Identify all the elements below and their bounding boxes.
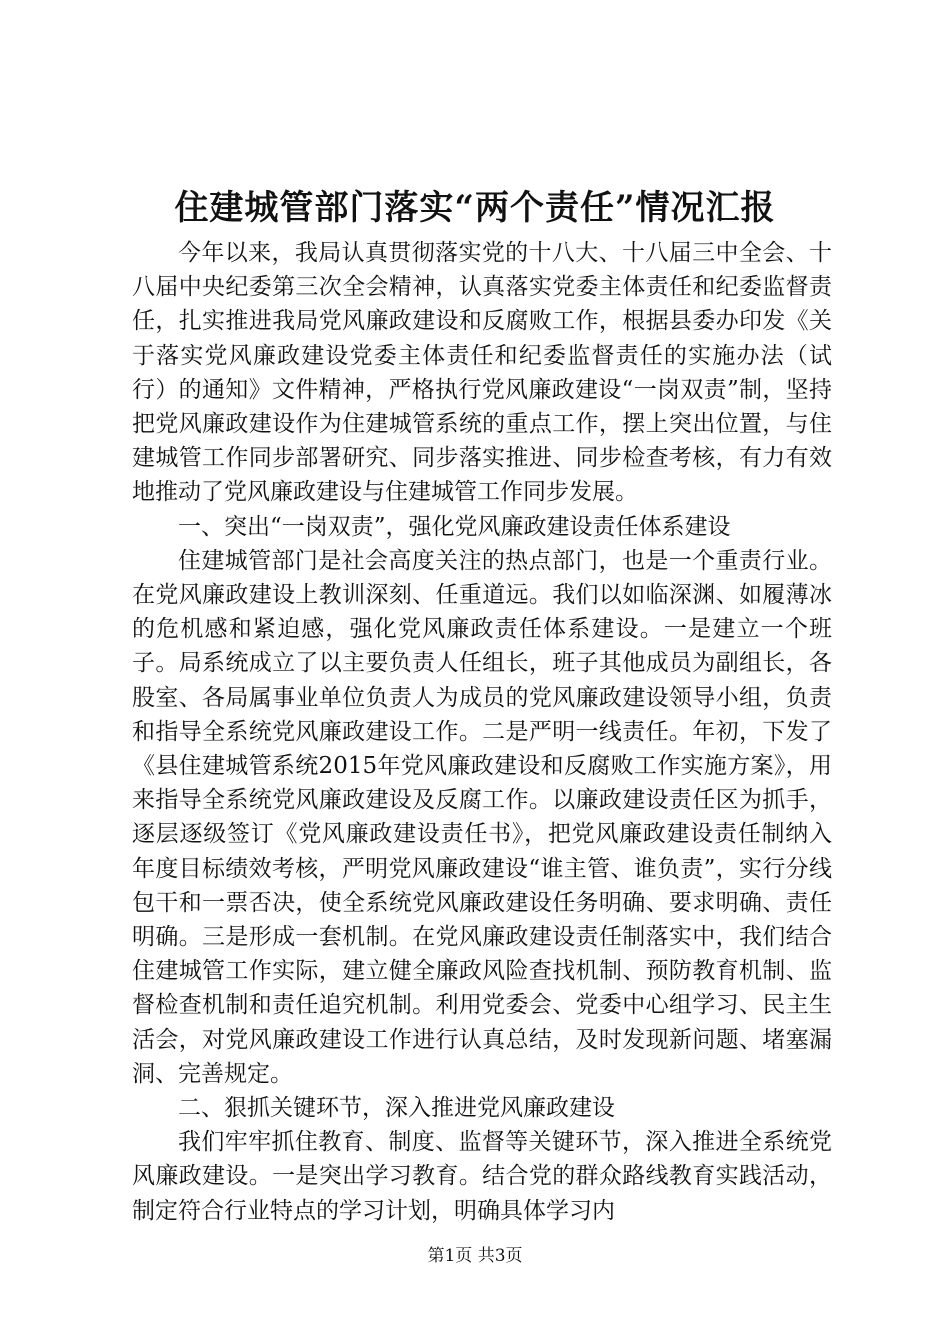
- section-1-paragraph: 住建城管部门是社会高度关注的热点部门，也是一个重责行业。在党风廉政建设上教训深刻、任重道远。我们以如临深渊、如履薄冰的危机感和紧迫感，强化党风廉政责任体系建设。一是建立一个班子。局系统成立了以主要负责人任组长，班子其他成员为副组长，各股室、各局属事业单位负责人为成员的党风廉政建设领导小组，负责和指导全系统党风廉政建设工作。二是严明一线责任。年初，下发了《县住建城管系统2015年党风廉政建设和反腐败工作实施方案》，用来指导全系统党风廉政建设及反腐工作。以廉政建设责任区为抓手，逐层逐级签订《党风廉政建设责任书》，把党风廉政建设责任制纳入年度目标绩效考核，严明党风廉政建设“谁主管、谁负责”，实行分线包干和一票否决，使全系统党风廉政建设任务明确、要求明确、责任明确。三是形成一套机制。在党风廉政建设责任制落实中，我们结合住建城管工作实际，建立健全廉政风险查找机制、预防教育机制、监督检查机制和责任追究机制。利用党委会、党委中心组学习、民主生活会，对党风廉政建设工作进行认真总结，及时发现新问题、堵塞漏洞、完善规定。: [132, 547, 832, 1087]
- document-body: [132, 236, 832, 1228]
- section-heading-1: 一、突出“一岗双责”，强化党风廉政建设责任体系建设: [178, 513, 731, 540]
- page-number-footer: 第1页 共3页: [427, 1246, 523, 1266]
- section-heading-2: 二、狠抓关键环节，深入推进党风廉政建设: [178, 1095, 615, 1122]
- section-2-paragraph: 我们牢牢抓住教育、制度、监督等关键环节，深入推进全系统党风廉政建设。一是突出学习教育。结合党的群众路线教育实践活动，制定符合行业特点的学习计划，明确具体学习内: [132, 1129, 832, 1224]
- document-title: 住建城管部门落实“两个责任”情况汇报: [174, 188, 776, 228]
- intro-paragraph: 今年以来，我局认真贯彻落实党的十八大、十八届三中全会、十八届中央纪委第三次全会精神，认真落实党委主体责任和纪委监督责任，扎实推进我局党风廉政建设和反腐败工作，根据县委办印发《关于落实党风廉政建设党委主体责任和纪委监督责任的实施办法（试行）的通知》文件精神，严格执行党风廉政建设“一岗双责”制，坚持把党风廉政建设作为住建城管系统的重点工作，摆上突出位置，与住建城管工作同步部署研究、同步落实推进、同步检查考核，有力有效地推动了党风廉政建设与住建城管工作同步发展。: [132, 240, 832, 506]
